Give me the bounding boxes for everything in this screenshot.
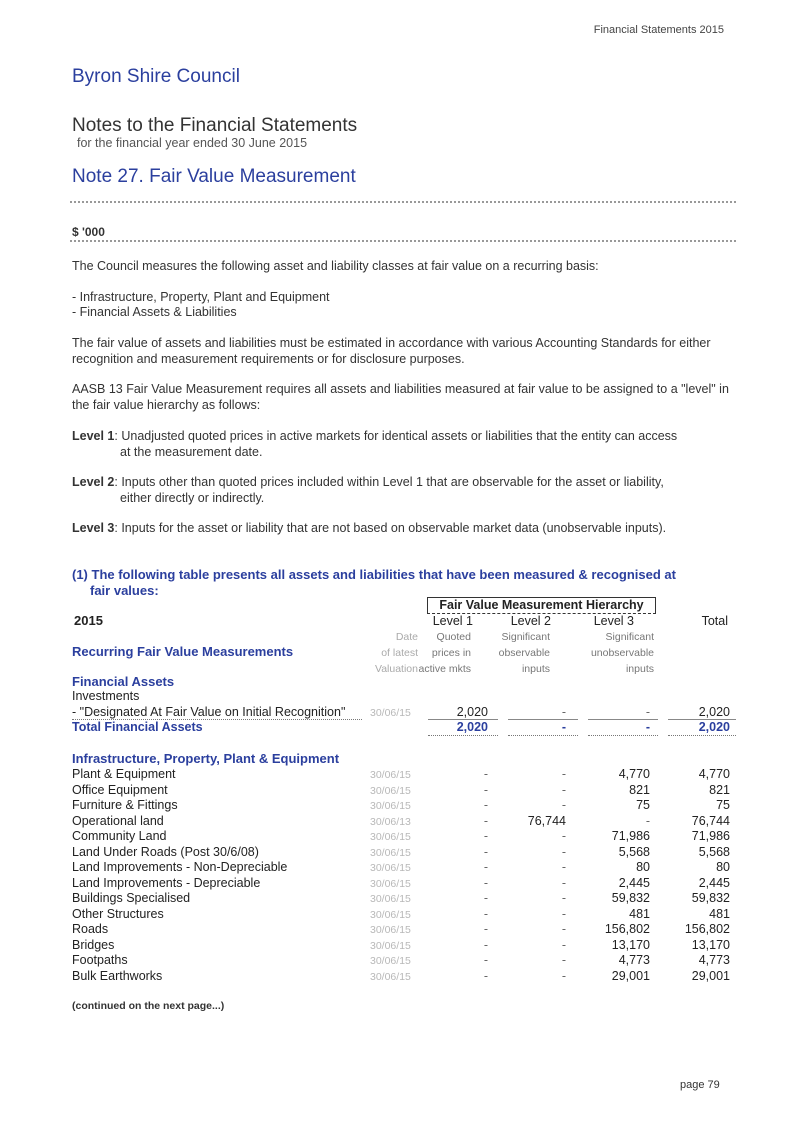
row-label: - "Designated At Fair Value on Initial Recognition": [72, 705, 346, 719]
row-level-1: 2,020: [456, 720, 488, 734]
level-1-sub-line: Quoted: [436, 631, 471, 643]
council-name: Byron Shire Council: [72, 66, 240, 87]
section-title-line-1: (1) The following table presents all assets and liabilities that have been measured & recognised at: [72, 567, 676, 582]
row-level-1: -: [483, 968, 488, 983]
table-row: [72, 876, 736, 892]
level-3-sub-line: inputs: [625, 663, 654, 675]
table-row: [72, 891, 736, 907]
row-date: 30/06/15: [370, 970, 411, 983]
row-level-3: 5,568: [618, 844, 650, 859]
row-date: 30/06/15: [370, 862, 411, 874]
row-level-1: -: [483, 782, 488, 797]
row-total: 76,744: [691, 813, 730, 828]
row-level-3: 80: [636, 860, 650, 874]
row-total: 2,020: [698, 705, 730, 719]
row-label: Land Improvements - Depreciable: [72, 875, 261, 890]
row-label: Land Improvements - Non-Depreciable: [72, 860, 288, 874]
row-total: 4,773: [698, 953, 730, 967]
level-1-label: Level 1: [72, 429, 115, 443]
table-row: [72, 922, 736, 938]
date-sub-line: Valuation: [374, 663, 418, 675]
notes-title: Notes to the Financial Statements: [72, 115, 358, 136]
level-1-subheader: [418, 629, 471, 677]
level-1-text-b: at the measurement date.: [120, 445, 263, 459]
row-date: 30/06/15: [370, 769, 411, 781]
row-level-2: -: [561, 968, 566, 983]
row-total: 821: [709, 782, 730, 797]
row-date: 30/06/15: [370, 846, 411, 859]
col-level-2: Level 2: [510, 614, 551, 628]
row-level-3: 75: [636, 798, 650, 812]
table-row: [72, 783, 736, 799]
row-level-2: -: [561, 720, 566, 734]
date-sub-line: of latest: [381, 647, 418, 659]
row-label: Total Financial Assets: [72, 720, 203, 734]
row-total: 156,802: [684, 922, 730, 936]
row-level-3: 156,802: [604, 922, 650, 936]
unit-label: $ '000: [72, 225, 105, 239]
row-level-3: 2,445: [618, 875, 650, 890]
level-1-sub-line: prices in: [431, 647, 471, 659]
row-total: 80: [716, 860, 730, 874]
row-label: Community Land: [72, 829, 167, 843]
row-total: 2,445: [698, 875, 730, 890]
level-2-text-a: : Inputs other than quoted prices included within Level 1 that are observable for the asset or liability,: [114, 475, 664, 489]
section-title: [72, 567, 712, 599]
row-level-3: -: [645, 813, 650, 828]
row-label: Footpaths: [72, 953, 128, 967]
row-level-2: -: [561, 860, 566, 874]
row-label: Plant & Equipment: [72, 767, 176, 781]
row-level-3: 4,773: [618, 953, 650, 967]
level-3-label: Level 3: [72, 521, 115, 535]
row-level-3: 29,001: [611, 968, 650, 983]
level-1-text-a: : Unadjusted quoted prices in active markets for identical assets or liabilities that the entity can access: [114, 429, 678, 443]
row-level-1: -: [483, 798, 488, 812]
row-total: 481: [709, 906, 730, 921]
row-level-1: -: [483, 875, 488, 890]
col-level-3: Level 3: [593, 614, 634, 628]
row-total: 59,832: [691, 891, 730, 905]
row-level-2: -: [561, 875, 566, 890]
table-row: [72, 829, 736, 845]
row-level-2: -: [561, 922, 566, 936]
level-2-definition: [72, 474, 732, 506]
row-level-3: 71,986: [611, 829, 650, 843]
header-divider: [70, 201, 736, 203]
row-level-2: -: [561, 767, 566, 781]
level-3-sub-line: unobservable: [590, 647, 654, 659]
row-level-2: -: [561, 906, 566, 921]
row-level-2: -: [561, 798, 566, 812]
level-1-rule: [428, 719, 498, 720]
row-level-3: 821: [629, 782, 650, 797]
row-level-2: -: [561, 705, 566, 719]
row-date: 30/06/15: [370, 800, 411, 812]
level-2-label: Level 2: [72, 475, 115, 489]
row-total: 4,770: [698, 767, 730, 781]
section-title-line-2: fair values:: [90, 583, 159, 598]
row-level-1: -: [483, 813, 488, 828]
table-row: [72, 814, 736, 830]
level-2-sub-line: observable: [498, 647, 550, 659]
row-level-1: -: [483, 953, 488, 967]
table-row: [72, 969, 736, 985]
level-2-rule: [508, 719, 578, 720]
page-number: page 79: [680, 1079, 720, 1091]
table-row: [72, 798, 736, 814]
level-3-definition: [72, 520, 732, 536]
level-2-sub-line: inputs: [521, 663, 550, 675]
document-header-label: Financial Statements 2015: [593, 24, 724, 36]
row-level-1: -: [483, 844, 488, 859]
hierarchy-header: Fair Value Measurement Hierarchy: [427, 597, 656, 613]
row-label: Furniture & Fittings: [72, 798, 178, 812]
level-1-sub-line: active mkts: [418, 663, 471, 675]
level-3-rule: [588, 719, 658, 720]
row-level-2: -: [561, 782, 566, 797]
table-row: [72, 938, 736, 954]
row-level-3: 4,770: [618, 767, 650, 781]
level-2-sub-line: Significant: [501, 631, 550, 643]
row-date: 30/06/15: [370, 831, 411, 843]
intro-paragraph-1: The Council measures the following asset and liability classes at fair value on a recurring basis:: [72, 259, 599, 273]
level-3-sub-line: Significant: [605, 631, 654, 643]
date-sub-line: Date: [395, 631, 418, 643]
continued-note: (continued on the next page...): [72, 1000, 225, 1012]
row-level-1: -: [483, 922, 488, 936]
unit-divider: [70, 240, 736, 242]
table-row: [72, 953, 736, 969]
notes-subtitle: for the financial year ended 30 June 2015: [77, 136, 308, 150]
row-label: Bridges: [72, 937, 115, 952]
row-level-3: 59,832: [611, 891, 650, 905]
row-date: 30/06/15: [370, 908, 411, 921]
row-total: 13,170: [691, 937, 730, 952]
table-row: [72, 860, 736, 876]
investments-label: Investments: [72, 689, 140, 703]
row-level-3: 13,170: [611, 937, 650, 952]
col-level-1: Level 1: [432, 614, 473, 628]
row-label: Bulk Earthworks: [72, 968, 163, 983]
total-total-rule: [668, 735, 736, 736]
table-row: [72, 907, 736, 923]
row-label: Buildings Specialised: [72, 891, 191, 905]
row-date: 30/06/15: [370, 707, 411, 719]
row-level-1: -: [483, 937, 488, 952]
row-label: Office Equipment: [72, 782, 168, 797]
row-label: Operational land: [72, 813, 164, 828]
financial-assets-heading: Financial Assets: [72, 674, 175, 689]
row-total: 2,020: [698, 720, 730, 734]
row-total: 5,568: [698, 844, 730, 859]
row-label: Roads: [72, 922, 109, 936]
total-financial-assets-row: [72, 720, 736, 736]
row-level-1: 2,020: [456, 705, 488, 719]
row-total: 75: [716, 798, 730, 812]
row-label: Land Under Roads (Post 30/6/08): [72, 844, 259, 859]
row-level-1: -: [483, 906, 488, 921]
row-level-1: -: [483, 829, 488, 843]
row-level-2: -: [561, 937, 566, 952]
row-level-2: 76,744: [527, 813, 566, 828]
level-3-total-rule: [588, 735, 658, 736]
intro-list-item-2: - Financial Assets & Liabilities: [72, 305, 237, 319]
ippe-heading: Infrastructure, Property, Plant & Equipment: [72, 751, 340, 766]
date-subheader: [375, 629, 418, 677]
level-2-text-b: either directly or indirectly.: [120, 491, 265, 505]
row-level-2: -: [561, 891, 566, 905]
level-3-text: : Inputs for the asset or liability that are not based on observable market data (unobservable inputs).: [114, 521, 667, 535]
row-level-2: -: [561, 829, 566, 843]
row-total: 29,001: [691, 968, 730, 983]
table-year: 2015: [74, 613, 103, 628]
row-label: Other Structures: [72, 906, 164, 921]
row-level-3: -: [645, 705, 650, 719]
row-level-2: -: [561, 953, 566, 967]
note-title: Note 27. Fair Value Measurement: [72, 166, 356, 187]
recurring-measurements-heading: Recurring Fair Value Measurements: [72, 644, 294, 659]
row-level-1: -: [483, 891, 488, 905]
row-date: 30/06/15: [370, 877, 411, 890]
row-level-1: -: [483, 767, 488, 781]
intro-list-item-1: - Infrastructure, Property, Plant and Equipment: [72, 290, 330, 304]
total-rule: [668, 719, 736, 720]
level-2-subheader: [499, 629, 550, 677]
level-3-subheader: [591, 629, 654, 677]
row-date: 30/06/15: [370, 955, 411, 967]
row-date: 30/06/15: [370, 939, 411, 952]
row-level-2: -: [561, 844, 566, 859]
level-1-total-rule: [428, 735, 498, 736]
level-1-definition: [72, 428, 732, 460]
label-dotted-rule: [72, 719, 362, 720]
row-date: 30/06/15: [370, 893, 411, 905]
intro-paragraph-2: The fair value of assets and liabilities must be estimated in accordance with various Accounting Standards for either recognition and measurement requirements or for disclosure purposes.: [72, 336, 711, 366]
table-row: [72, 767, 736, 783]
row-date: 30/06/15: [370, 784, 411, 797]
row-date: 30/06/15: [370, 924, 411, 936]
row-date: 30/06/13: [370, 815, 411, 828]
level-2-total-rule: [508, 735, 578, 736]
row-level-3: -: [645, 720, 650, 734]
row-level-3: 481: [629, 906, 650, 921]
col-total: Total: [701, 614, 728, 628]
row-total: 71,986: [691, 829, 730, 843]
table-row: [72, 845, 736, 861]
intro-paragraph-3: AASB 13 Fair Value Measurement requires all assets and liabilities measured at fair value to be assigned to a "level" in the fair value hierarchy as follows:: [72, 382, 729, 412]
row-level-1: -: [483, 860, 488, 874]
